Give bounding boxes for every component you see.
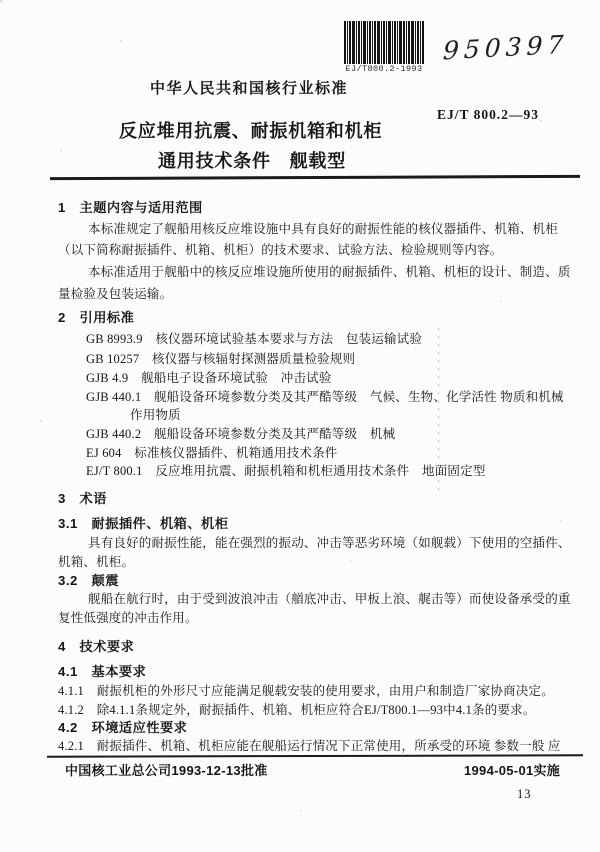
section-3-1-paragraph-line: 机箱、机柜。	[58, 555, 135, 569]
title-separator-rule	[50, 175, 580, 180]
section-3-2-paragraph-line: 复性低强度的冲击作用。	[58, 611, 198, 625]
standard-code: EJ/T 800.2—93	[437, 107, 540, 122]
scan-noise	[0, 0, 2, 2]
document-title-line1: 反应堆用抗震、耐振机箱和机柜	[119, 121, 383, 141]
section-1-paragraph-line: 量检验及包装运输。	[58, 287, 173, 301]
reference-item: EJ 604 标准核仪器插件、机箱通用技术条件	[86, 446, 338, 460]
section-4-1-heading: 4.1 基本要求	[58, 664, 147, 679]
clause-4-1-1: 4.1.1 耐振机柜的外形尺寸应能满足舰载安装的使用要求，由用户和制造厂家协商决定。	[58, 684, 554, 698]
section-3-heading: 3 术语	[58, 491, 107, 506]
reference-item: GJB 440.2 舰船设备环境参数分类及其严酷等级 机械	[86, 427, 396, 441]
section-1-heading: 1 主题内容与适用范围	[58, 200, 203, 215]
barcode	[344, 21, 424, 64]
section-3-1-heading: 3.1 耐振插件、机箱、机柜	[58, 516, 229, 531]
reference-item: GB 8993.9 核仪器环境试验基本要求与方法 包装运输试验	[86, 332, 423, 346]
reference-item: GJB 440.1 舰船设备环境参数分类及其严酷等级 气候、生物、化学活性 物质和机械	[86, 390, 564, 404]
handwritten-registry-number: 950397	[442, 29, 570, 66]
standard-class-title: 中华人民共和国核行业标准	[150, 80, 349, 97]
reference-item-continuation: 作用物质	[130, 408, 181, 422]
reference-item: GJB 4.9 舰船电子设备环境试验 冲击试验	[86, 371, 332, 385]
section-3-1-paragraph-line: 具有良好的耐振性能，能在强烈的振动、冲击等恶劣环境（如舰载）下使用的空插件、	[88, 536, 571, 550]
approval-statement: 中国核工业总公司1993-12-13批准	[65, 763, 268, 778]
section-4-2-heading: 4.2 环境适应性要求	[58, 720, 188, 735]
reference-item: EJ/T 800.1 反应堆用抗震、耐振机箱和机柜通用技术条件 地面固定型	[86, 464, 486, 478]
barcode-label: EJ/T800.2-1993	[345, 64, 423, 74]
section-3-2-heading: 3.2 颠震	[58, 573, 119, 588]
section-1-paragraph-line: （以下简称耐振插件、机箱、机柜）的技术要求、试验方法、检验规则等内容。	[58, 243, 503, 257]
implementation-date: 1994-05-01实施	[464, 763, 561, 778]
document-title-line2: 通用技术条件 舰载型	[158, 151, 346, 171]
clause-4-1-2: 4.1.2 除4.1.1条规定外，耐振插件、机箱、机柜应符合EJ/T800.1—93中4.1条的要求。	[58, 703, 536, 717]
page-number: 13	[517, 787, 532, 801]
section-1-paragraph-line: 本标准适用于舰船中的核反应堆设施所使用的耐振插件、机箱、机柜的设计、制造、质	[88, 265, 571, 279]
clause-4-2-1: 4.2.1 耐振插件、机箱、机柜应能在舰船运行情况下正常使用，所承受的环境 参数一般 应	[58, 739, 561, 753]
footer-separator-rule	[47, 754, 583, 757]
section-3-2-paragraph-line: 舰船在航行时，由于受到波浪冲击（艏底冲击、甲板上浪、艉击等）而使设备承受的重	[88, 592, 571, 606]
reference-item: GB 10257 核仪器与核辐射探测器质量检验规则	[86, 352, 356, 366]
section-1-paragraph-line: 本标准规定了舰船用核反应堆设施中具有良好的耐振性能的核仪器插件、机箱、机柜	[88, 222, 558, 236]
section-2-heading: 2 引用标准	[58, 310, 135, 325]
section-4-heading: 4 技术要求	[58, 639, 135, 654]
